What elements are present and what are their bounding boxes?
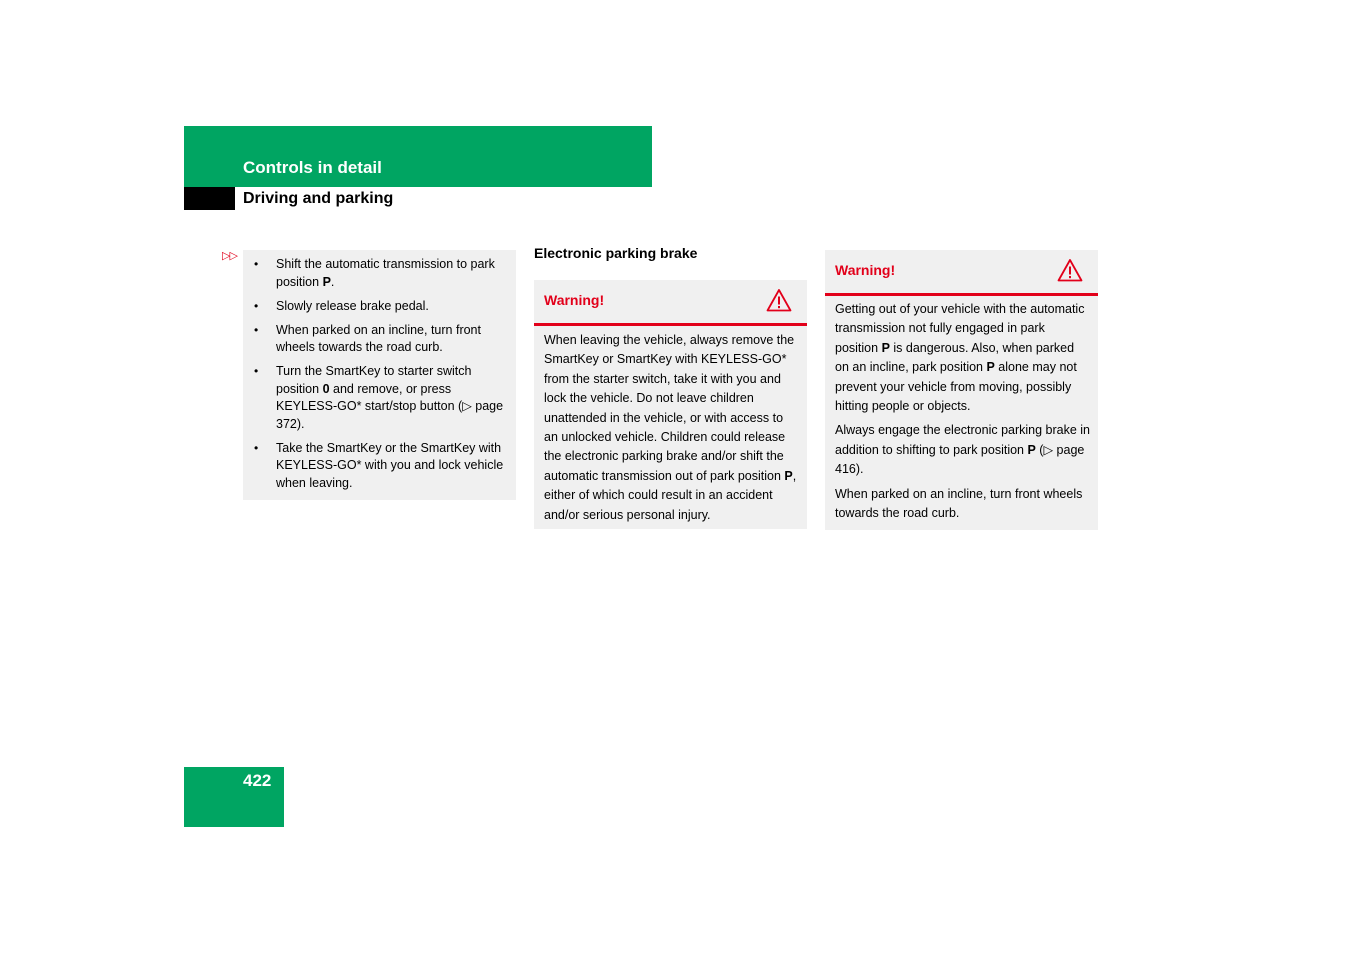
bullet-icon: • bbox=[254, 322, 259, 337]
warning-title: Warning! bbox=[835, 262, 896, 278]
step-text: and remove, or press KEYLESS-GO* start/stop button (▷ page 372). bbox=[276, 381, 504, 431]
step-item bbox=[253, 440, 508, 493]
warning-triangle-icon bbox=[1057, 258, 1083, 282]
bullet-icon: • bbox=[254, 298, 259, 313]
warning-text: (▷ page 416). bbox=[835, 442, 1085, 477]
warning-triangle-icon bbox=[766, 288, 792, 312]
bullet-icon: • bbox=[254, 440, 259, 455]
warning-body bbox=[534, 326, 807, 525]
continuation-arrows-icon: ▷▷ bbox=[222, 250, 237, 262]
section-title: Controls in detail bbox=[243, 158, 382, 177]
parking-steps-box bbox=[243, 250, 516, 500]
warning-text: Always engage the electronic parking brake in addition to shifting to park position bbox=[835, 423, 1091, 457]
parking-steps-list bbox=[253, 256, 508, 492]
step-text: . bbox=[330, 274, 335, 289]
step-item bbox=[253, 322, 508, 357]
warning-text-bold: P bbox=[1027, 442, 1036, 457]
warning-paragraph bbox=[835, 421, 1090, 479]
warning-text: alone may not prevent your vehicle from moving, possibly hitting people or objects. bbox=[835, 360, 1077, 414]
step-text: Take the SmartKey or the SmartKey with KEYLESS-GO* with you and lock vehicle when leaving. bbox=[276, 440, 504, 490]
warning-paragraph: When parked on an incline, turn front wheels towards the road curb. bbox=[835, 486, 1083, 521]
warning-text: When leaving the vehicle, always remove the SmartKey or SmartKey with KEYLESS-GO* from the starter switch, take it with you and lock the vehicle. Do not leave children unattended in the vehicle, or with access to an unlocked vehicle. Children could release the electronic parking brake and/or shift the automatic transmission out of park position bbox=[544, 333, 795, 483]
warning-header bbox=[825, 250, 1098, 296]
electronic-parking-brake-heading: Electronic parking brake bbox=[534, 245, 698, 261]
bullet-icon: • bbox=[254, 364, 259, 378]
warning-paragraph bbox=[835, 300, 1090, 416]
warning-title: Warning! bbox=[544, 292, 605, 308]
warning-text-bold: P bbox=[784, 468, 793, 483]
warning-text: Getting out of your vehicle with the automatic transmission not fully engaged in park position bbox=[835, 302, 1085, 355]
warning-text: , either of which could result in an accident and/or serious personal injury. bbox=[544, 468, 797, 522]
warning-paragraph bbox=[544, 331, 799, 525]
step-item bbox=[253, 298, 508, 316]
page-number: 422 bbox=[243, 771, 272, 790]
warning-text-bold: P bbox=[986, 360, 995, 375]
step-item bbox=[253, 256, 508, 291]
step-text-bold: P bbox=[322, 274, 331, 289]
warning-box-parking-brake bbox=[534, 280, 807, 529]
warning-header bbox=[534, 280, 807, 326]
step-text: Slowly release brake pedal. bbox=[276, 298, 429, 313]
step-item bbox=[253, 363, 508, 433]
section-tab-marker bbox=[184, 187, 235, 210]
step-text: Shift the automatic transmission to park position bbox=[276, 257, 495, 289]
warning-box-park-position bbox=[825, 250, 1098, 530]
step-text: When parked on an incline, turn front wheels towards the road curb. bbox=[276, 322, 481, 354]
warning-text: is dangerous. Also, when parked on an incline, park position bbox=[835, 340, 1075, 375]
step-text-bold: 0 bbox=[322, 381, 330, 396]
bullet-icon: • bbox=[254, 257, 259, 271]
step-text: Turn the SmartKey to starter switch position bbox=[276, 364, 472, 396]
warning-body bbox=[825, 296, 1098, 523]
warning-text-bold: P bbox=[881, 340, 890, 355]
subsection-title: Driving and parking bbox=[243, 190, 394, 207]
